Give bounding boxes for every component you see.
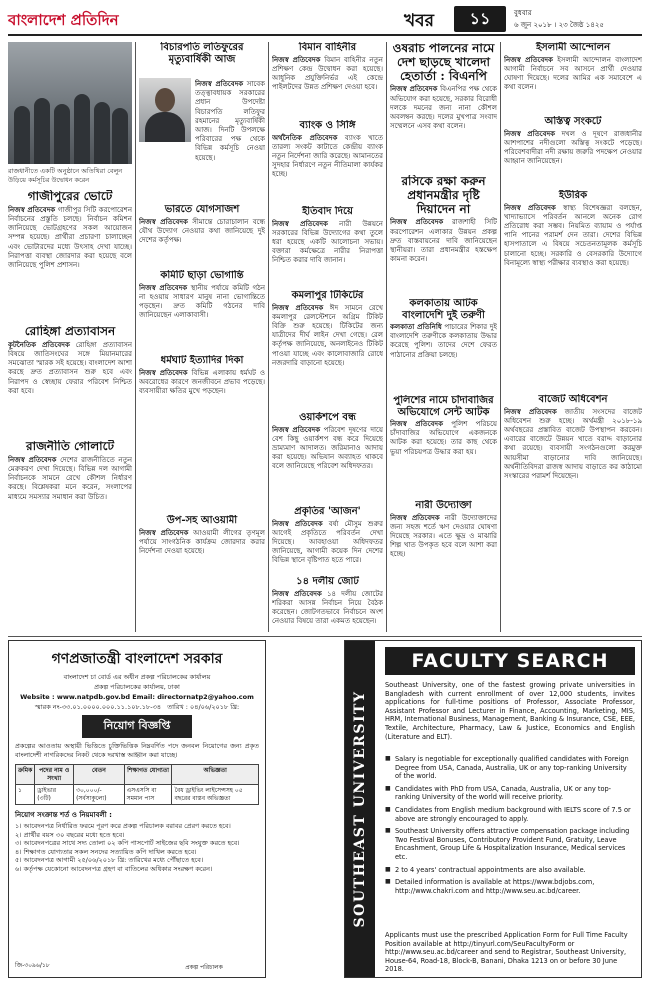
ad-intro: Southeast University, one of the fastest growing private universities in Bangladesh with current enrollment of over 12,000 students, invites applications for full-time positions of Professor, Associate Professor, Assistant Professor and Lecturer in Finance, Accounting, Marketing, MIS, HRM, International Business, Management, Banking & Insurance, CSE, EEE, Textile, Architecture, Pharmacy, Law & Justice, Economics and English (Literature and ELT).: [385, 681, 635, 741]
table-cell: ৩০,০০০/- (সর্বসাকুল্যে): [74, 785, 125, 805]
newspaper-logo[interactable]: বাংলাদেশ প্রতিদিন: [8, 11, 119, 29]
article-headline[interactable]: ওষরাচ পালনের নামে দেশ ছাড়ছে খালেদা হেতার্তা : বিএনপি: [392, 42, 495, 83]
article-headline[interactable]: কমলাপুর টিকিটের: [291, 290, 364, 301]
list-item: ■ 2 to 4 years' contractual appointments are also available.: [385, 866, 635, 875]
article-byline: কলকাতা প্রতিনিধি: [390, 323, 442, 331]
article-headline[interactable]: ইসলামী আন্দোলন: [535, 42, 611, 53]
article-india[interactable]: [139, 204, 265, 266]
ad-benefits-list: [385, 755, 635, 899]
article-byline: নিজস্ব প্রতিবেদক: [272, 219, 328, 228]
column-divider: [135, 42, 136, 632]
list-item: ■ Candidates from English medium background with IELTS score of 7.5 or above are strongly encouraged to apply.: [385, 806, 635, 823]
article-headline[interactable]: কমিটি ছাড়া ভোগান্তি: [160, 270, 244, 281]
table-header-cell: অভিজ্ঞতা: [172, 765, 259, 785]
table-header-cell: শিক্ষাগত যোগ্যতা: [124, 765, 172, 785]
article-latifur-body: [195, 78, 265, 198]
condition-item: ৩। আবেদনপত্রের সাথে সদ্য তোলা ০২ কপি পাসপোর্ট সাইজের ছবি সংযুক্ত করতে হবে।: [15, 839, 240, 847]
article-byline: নিজস্ব প্রতিবেদক: [272, 589, 322, 598]
conditions-title: নিয়োগ সংক্রান্ত শর্ত ও নিয়মাবলী :: [15, 811, 112, 819]
article-headline[interactable]: পুলিশের নামে চাঁদাবাজির অভিযোগে সেন্ট আটক: [393, 395, 494, 418]
table-cell: ড্রাইভার (৩টি): [35, 785, 74, 805]
table-row: [16, 785, 259, 805]
article-headline[interactable]: প্রকৃতির 'আজন': [294, 506, 361, 517]
article-airforce[interactable]: [272, 42, 383, 116]
article-byline: কূটনৈতিক প্রতিবেদক: [8, 340, 70, 349]
notice-date: তারিখ : ০৪/০৬/২০১৮ খ্রি:: [167, 703, 240, 711]
article-police-extortion[interactable]: [390, 395, 497, 495]
article-byline: নিজস্ব প্রতিবেদক: [139, 528, 189, 537]
article-headline[interactable]: নারী উদ্যোক্তা: [415, 500, 472, 511]
notice-memo: [9, 703, 265, 711]
article-body: সাবেক তত্ত্বাবধায়ক সরকারের প্রধান উপদেষ্টা বিচারপতি লতিফুর রহমানের মৃত্যুবার্ষিকী আজ। দিনটি উপলক্ষে পরিবারের পক্ষ থেকে বিভিন্ন কর্মসূচি নেওয়া হয়েছে।: [195, 80, 265, 162]
article-body: রাজশাহী সিটি করপোরেশন এলাকার উন্নয়ন প্রকল্প দ্রুত বাস্তবায়নের দাবি জানিয়েছেন স্থানীয়রা। তারা প্রধানমন্ত্রীর হস্তক্ষেপ কামনা করেন।: [390, 218, 497, 264]
article-body: নারী উদ্যোক্তাদের জন্য সহজ শর্তে ঋণ দেওয়ার ঘোষণা দিয়েছে সরকার। এতে ক্ষুদ্র ও মাঝারি শিল্প খাত উপকৃত হবে বলে আশা করা হচ্ছে।: [390, 513, 497, 559]
article-headline[interactable]: রসিকে রক্ষা করুন প্রধানমন্ত্রীর দৃষ্টি দিয়াদেন না: [401, 175, 486, 216]
faculty-search-advertisement: [344, 640, 642, 978]
article-body: ইসলামী আন্দোলন বাংলাদেশ আগামী নির্বাচনে সব আসনে প্রার্থী দেওয়ার ঘোষণা দিয়েছে। দলের আমির এক সমাবেশে এ কথা বলেন।: [504, 55, 642, 92]
article-budget[interactable]: [504, 394, 642, 632]
issue-date: [514, 7, 642, 31]
article-latifur-headline[interactable]: [139, 42, 265, 74]
article-byline: নিজস্ব প্রতিবেদক: [139, 368, 188, 377]
condition-item: ৬। কর্তৃপক্ষ যেকোনো আবেদনপত্র গ্রহণ বা বাতিলের অধিকার সংরক্ষণ করেন।: [15, 864, 213, 873]
article-byline: নিজস্ব প্রতিবেদক: [8, 455, 57, 464]
portrait-body: [145, 112, 185, 142]
article-body: স্বাস্থ্য বিশেষজ্ঞরা বলছেন, খাদ্যাভ্যাসে পরিবর্তন আনলে অনেক রোগ প্রতিরোধ করা সম্ভব। নিয়মিত ব্যায়াম ও পর্যাপ্ত পানি পানের পরামর্শ দেন তারা। দেশের বিভিন্ন হাসপাতালে এ বিষয়ে সচেতনতামূলক কর্মসূচি চালানো হচ্ছে। সরকারি ও বেসরকারি উদ্যোগে বিনামূল্যে স্বাস্থ্য পরীক্ষার ব্যবস্থাও করা হয়েছে।: [504, 203, 642, 267]
notice-intro: প্রকল্পের আওতায় অস্থায়ী ভিত্তিতে চুক্তিভিত্তিক নিম্নবর্ণিত পদে জনবল নিয়োগের জন্য প্রকৃত বাংলাদেশী নাগরিকদের নিকট থেকে দরখাস্ত আহ্বান করা যাচ্ছে।: [15, 742, 259, 759]
article-committee[interactable]: [139, 270, 265, 350]
table-header-row: [16, 765, 259, 785]
article-headline[interactable]: গাজীপুরের ভোটে: [27, 190, 113, 203]
column-divider: [386, 42, 387, 632]
article-body: বিভিন্ন এলাকায় ধর্মঘট ও অবরোধের কারণে জনজীবনে প্রভাব পড়েছে। ব্যবসায়ীরা ক্ষতির মুখে পড়ছেন।: [139, 368, 265, 395]
article-byline: নিজস্ব প্রতিবেদক: [272, 303, 324, 312]
article-headline[interactable]: উপ-সহ আওয়ামী: [166, 515, 238, 526]
article-byline: নিজস্ব প্রতিবেদক: [504, 129, 556, 138]
article-islami-andolon[interactable]: [504, 42, 642, 112]
notice-website[interactable]: Website : www.natpdb.gov.bd Email: directornatp2@yahoo.com: [20, 693, 254, 701]
article-byline: নিজস্ব প্রতিবেদক: [504, 203, 556, 212]
condition-item: ৪। শিক্ষাগত যোগ্যতার সকল সনদের সত্যায়িত কপি দাখিল করতে হবে।: [15, 847, 197, 856]
condition-item: ২। প্রার্থীর বয়স ৩০ বছরের মধ্যে হতে হবে।: [15, 830, 125, 839]
article-strike[interactable]: [139, 355, 265, 510]
article-body: ১৪ দলীয় জোটের শরিকরা আসন্ন নির্বাচন নিয়ে বৈঠক করেছেন। জোটগতভাবে নির্বাচনে অংশ নেওয়ার বিষয়ে তারা একমত হয়েছেন।: [272, 589, 383, 626]
person-figure: [14, 106, 30, 164]
notice-memo-number: স্মারক নং-৩৩.০১.০০০০.০০০.১১.১০৮.১৮-৩৪: [34, 703, 162, 711]
article-byline: নিজস্ব প্রতিবেদক: [504, 407, 557, 416]
notice-reference: জি-৩০৯৬/১৮: [15, 962, 50, 969]
article-byline: নিজস্ব প্রতিবেদক: [390, 85, 438, 94]
article-14-party[interactable]: [272, 576, 383, 632]
article-body: দখল ও দূষণে রাজধানীর আশপাশের নদীগুলো অস্তিত্ব সংকটে পড়েছে। পরিবেশবাদীরা নদী রক্ষায় জরুরি পদক্ষেপ নেওয়ার আহ্বান জানিয়েছেন।: [504, 129, 642, 166]
article-women[interactable]: [272, 206, 383, 286]
article-headline[interactable]: বিচারপতি লতিফুরের মৃত্যুবার্ষিকী আজ: [160, 42, 244, 65]
portrait-head: [155, 88, 175, 112]
article-kolkata[interactable]: [390, 298, 497, 390]
article-health[interactable]: [504, 190, 642, 390]
table-header-cell: বেতন: [74, 765, 125, 785]
notice-title: গণপ্রজাতন্ত্রী বাংলাদেশ সরকার: [51, 651, 223, 667]
article-body: বর্ষা মৌসুম শুরুর আগেই প্রকৃতিতে পরিবর্তন দেখা দিয়েছে। আবহাওয়া অধিদফতর জানিয়েছে, আগামী কয়েক দিন দেশের বিভিন্ন স্থানে বৃষ্টিপাত হতে পারে।: [272, 519, 383, 565]
article-awami[interactable]: [139, 515, 265, 630]
masthead: [8, 6, 642, 36]
article-bnp[interactable]: [390, 42, 497, 170]
article-byline: নিজস্ব প্রতিবেদক: [272, 55, 321, 64]
government-recruitment-notice: [8, 640, 266, 978]
article-body: সীমান্তে চোরাচালান বন্ধে যৌথ উদ্যোগ নেওয়ার কথা জানিয়েছে দুই দেশের কর্তৃপক্ষ।: [139, 217, 265, 244]
table-cell: ১: [16, 785, 35, 805]
article-headline[interactable]: অস্তিত্ব সংকটে: [544, 116, 602, 127]
ad-title: FACULTY SEARCH: [385, 647, 635, 675]
table-header-cell: ক্রমিক: [16, 765, 35, 785]
article-rohingya[interactable]: [8, 325, 132, 435]
table-cell: এসএসসি বা সমমান পাস: [124, 785, 172, 805]
issue-full-date: ৬ জুন ২০১৮ । ২৩ জৈষ্ঠ ১৪২৫: [514, 21, 604, 29]
column-divider: [268, 42, 269, 632]
article-kamalapur[interactable]: [272, 290, 383, 408]
article-headline[interactable]: ব্যাংক ও সিঙ্গি: [299, 120, 356, 131]
article-body: নারী উন্নয়নে সরকারের বিভিন্ন উদ্যোগের কথা তুলে ধরা হয়েছে একটি আলোচনা সভায়। বক্তারা কর্মক্ষেত্রে নারীর নিরাপত্তা নিশ্চিত করার দাবি জানান।: [272, 219, 383, 265]
article-nature[interactable]: [272, 506, 383, 572]
article-byline: নিজস্ব প্রতিবেদক: [8, 205, 56, 214]
article-body: পাচারের শিকার দুই বাংলাদেশি তরুণীকে কলকাতায় উদ্ধার করেছে পুলিশ। তাদের দেশে ফেরত পাঠানোর প্রক্রিয়া চলছে।: [390, 323, 497, 359]
recruitment-badge: নিয়োগ বিজ্ঞপ্তি: [82, 715, 192, 738]
person-figure: [54, 104, 70, 164]
article-body: জাতীয় সংসদের বাজেট অধিবেশন শুরু হচ্ছে। অর্থমন্ত্রী ২০১৮-১৯ অর্থবছরের প্রস্তাবিত বাজেট উপস্থাপন করবেন। এবারের বাজেটে উন্নয়ন খাতে বরাদ্দ বাড়ানোর কথা রয়েছে। ব্যবসায়ী সংগঠনগুলো করমুক্ত আয়সীমা বাড়ানোর দাবি জানিয়েছে। অর্থনীতিবিদরা রাজস্ব আদায় বাড়াতে কর কাঠামো সংস্কারের পরামর্শ দিয়েছেন।: [504, 407, 642, 480]
article-headline[interactable]: রোহিঙ্গা প্রত্যাবাসন: [24, 325, 116, 338]
list-item: ■ Candidates with PhD from USA, Canada, Australia, UK or any top-ranking University of the world will receive priority.: [385, 785, 635, 802]
article-byline: নিজস্ব প্রতিবেদক: [139, 217, 188, 226]
notice-signature: প্রকল্প পরিচালক: [185, 963, 223, 971]
issue-day: বুধবার: [514, 9, 532, 17]
article-headline[interactable]: ধর্মঘাট ইত্যাদির দিকা: [160, 355, 244, 366]
condition-item: ১। আবেদনপত্র নির্ধারিত ফরমে পূরণ করে প্রকল্প পরিচালক বরাবর প্রেরণ করতে হবে।: [15, 822, 231, 830]
article-headline[interactable]: ইউরিক: [558, 190, 588, 201]
list-item: ■ Southeast University offers attractive compensation package including Two Festival Bonuses, Contributory Provident Fund, Gratuity, Leave Encashment, Group Life & Hospitalization Insurance, Medical services etc.: [385, 827, 635, 861]
article-body: দেশের রাজনীতিতে নতুন মেরুকরণ দেখা দিয়েছে। বিভিন্ন দল আগামী নির্বাচনকে সামনে রেখে কৌশল নির্ধারণ করছে। বিশ্লেষকরা মনে করেন, সংলাপের মাধ্যমে সমস্যার সমাধান করা উচিত।: [8, 455, 132, 501]
article-byline: নিজস্ব প্রতিবেদক: [504, 55, 553, 64]
article-body: আওয়ামী লীগের তৃণমূল পর্যায়ে সাংগঠনিক কার্যক্রম জোরদার করার নির্দেশনা দেওয়া হয়েছে।: [139, 528, 265, 555]
article-byline: নিজস্ব প্রতিবেদক: [139, 283, 188, 292]
news-photo-event: [8, 42, 132, 164]
article-byline: নিজস্ব প্রতিবেদক: [390, 420, 443, 428]
page-number-badge: ১১: [454, 6, 506, 32]
article-politics[interactable]: [8, 440, 132, 630]
article-headline[interactable]: রাজনীতি গোলাটে: [25, 440, 115, 453]
article-byline: নিজস্ব প্রতিবেদক: [390, 218, 444, 227]
person-figure: [112, 108, 128, 164]
article-headline[interactable]: ১৪ দলীয় জোট: [296, 576, 359, 587]
article-body: স্থানীয় পর্যায়ে কমিটি গঠন না হওয়ায় সাধারণ মানুষ নানা ভোগান্তিতে পড়ছেন। দ্রুত কমিটি গঠনের দাবি জানিয়েছেন এলাকাবাসী।: [139, 283, 265, 320]
article-body: ঈদ সামনে রেখে কমলাপুর রেলস্টেশনে অগ্রিম টিকিট বিক্রি শুরু হয়েছে। টিকিটের জন্য যাত্রীদের দীর্ঘ লাইন দেখা গেছে। রেল কর্তৃপক্ষ জানিয়েছে, অনলাইনেও টিকিট পাওয়া যাচ্ছে এবং কালোবাজারি রোধে নজরদারি বাড়ানো হয়েছে।: [272, 303, 383, 367]
university-name: SOUTHEAST UNIVERSITY: [352, 690, 368, 928]
article-women-entrepreneur[interactable]: [390, 500, 497, 632]
article-byline: নিজস্ব প্রতিবেদক: [272, 519, 323, 528]
article-body: রোহিঙ্গা প্রত্যাবাসন বিষয়ে জাতিসংঘের সঙ্গে মিয়ানমারের সমঝোতা স্মারক সই হয়েছে। বাংলাদেশ আশা করছে দ্রুত প্রত্যাবাসন শুরু হবে এবং নিরাপদ ও স্বেচ্ছায় ফেরার পরিবেশ নিশ্চিত করা হবে।: [8, 340, 132, 395]
article-byline: নিজস্ব প্রতিবেদক: [390, 513, 440, 522]
article-headline[interactable]: ওয়ার্কশপে বন্ধ: [299, 412, 356, 423]
section-name: খবর: [404, 11, 434, 31]
notice-address: প্রকল্প পরিচালকের কার্যালয়, ঢাকা: [94, 683, 180, 691]
vacancy-table: [15, 764, 259, 805]
article-body: পরিবেশ দূষণের দায়ে বেশ কিছু ওয়ার্কশপ বন্ধ করে দিয়েছে ভ্রাম্যমাণ আদালত। জরিমানাও আদায় করা হয়েছে। অভিযান অব্যাহত থাকবে বলে জানিয়েছে পরিবেশ অধিদফতর।: [272, 425, 383, 471]
ad-section-divider: [8, 636, 642, 637]
list-item: ■ Salary is negotiable for exceptionally qualified candidates with Foreign Degree from USA, Canada, Australia, UK or any top-ranking University of the world.: [385, 755, 635, 781]
portrait-photo: [139, 78, 191, 142]
university-side-banner: [345, 641, 375, 977]
article-body: পুলিশ পরিচয়ে চাঁদাবাজির অভিযোগে একজনকে আটক করা হয়েছে। তার কাছ থেকে ভুয়া পরিচয়পত্র উদ্ধার করা হয়।: [390, 420, 497, 456]
article-body: বিমান বাহিনীর নতুন প্রশিক্ষণ কেন্দ্র উদ্বোধন করা হয়েছে। আধুনিক প্রযুক্তিনির্ভর এই কেন্দ্রে পাইলটদের উন্নত প্রশিক্ষণ দেওয়া হবে।: [272, 55, 383, 92]
article-headline[interactable]: বাজেট অধিবেশন: [538, 394, 608, 405]
table-header-cell: পদের নাম ও সংখ্যা: [35, 765, 74, 785]
conditions-list: [9, 821, 265, 873]
article-rasik[interactable]: [390, 175, 497, 293]
list-item[interactable]: ■ Detailed information is available at https://www.bdjobs.com, http://www.chakri.com and http://www.seu.ac.bd/career.: [385, 878, 635, 895]
ad-application-instructions[interactable]: Applicants must use the prescribed Application Form for Full Time Faculty Position available at http://tinyurl.com/SeuFacultyForm or http://www.seu.ac.bd/career and send to Registrar, Southeast University, House-64, Road-18, Block-B, Banani, Dhaka 1213 on or before 30 June 2018.: [385, 931, 628, 974]
article-headline[interactable]: কলকাতায় আটক বাংলাদেশি দুই তরুণী: [402, 298, 485, 321]
column-divider: [500, 42, 501, 632]
article-byline: নিজস্ব প্রতিবেদক: [195, 80, 244, 88]
article-rivers[interactable]: [504, 116, 642, 186]
person-figure: [94, 102, 110, 164]
article-body: গাজীপুর সিটি করপোরেশন নির্বাচনের প্রস্তুতি চলছে। নির্বাচন কমিশন জানিয়েছে ভোটগ্রহণের সকল আয়োজন সম্পন্ন হয়েছে। প্রার্থীরা প্রচারণা চালাচ্ছেন এবং ভোটারদের মধ্যে উৎসাহ দেখা যাচ্ছে। নিরাপত্তা ব্যবস্থা জোরদার করা হয়েছে বলে জানিয়েছে পুলিশ প্রশাসন।: [8, 205, 132, 270]
article-headline[interactable]: ভারতে যোগসাজশ: [164, 204, 240, 215]
article-bank[interactable]: [272, 120, 383, 202]
photo-caption: রাজধানীতে একটি অনুষ্ঠানে অতিথিরা বেলুন উড়িয়ে কর্মসূচির উদ্বোধন করেন: [8, 167, 123, 184]
article-body: বিএনপির পক্ষ থেকে অভিযোগ করা হয়েছে, সরকার বিরোধী দলকে দমনের জন্য নানা কৌশল অবলম্বন করছে। দলের মুখপাত্র সংবাদ সম্মেলনে এসব কথা বলেন।: [390, 85, 497, 131]
article-workshop[interactable]: [272, 412, 383, 502]
article-gazipur[interactable]: [8, 190, 132, 320]
article-byline: অর্থনৈতিক প্রতিবেদক: [272, 133, 338, 142]
article-headline[interactable]: বিমান বাহিনীর: [298, 42, 357, 53]
person-figure: [74, 94, 90, 164]
article-headline[interactable]: ইতিবাদ দিয়ে: [302, 206, 353, 217]
person-figure: [34, 98, 50, 164]
article-body: ব্যাংক খাতে তারল্য সংকট কাটাতে কেন্দ্রীয় ব্যাংক নতুন নির্দেশনা জারি করেছে। আমানতের সুদহার নির্ধারণে নতুন নীতিমালা কার্যকর হচ্ছে।: [272, 133, 383, 179]
notice-office: বাংলাদেশ চা বোর্ড এর অধীন প্রকল্প পরিচালকের কার্যালয়: [63, 673, 211, 681]
condition-item: ৫। আবেদনপত্র আগামী ২৫/০৬/২০১৮ খ্রি: তারিখের মধ্যে পৌঁছাতে হবে।: [15, 856, 204, 864]
article-byline: নিজস্ব প্রতিবেদক: [272, 425, 321, 434]
table-cell: বৈধ ড্রাইভিং লাইসেন্সসহ ০৫ বছরের বাস্তব অভিজ্ঞতা: [172, 785, 259, 805]
